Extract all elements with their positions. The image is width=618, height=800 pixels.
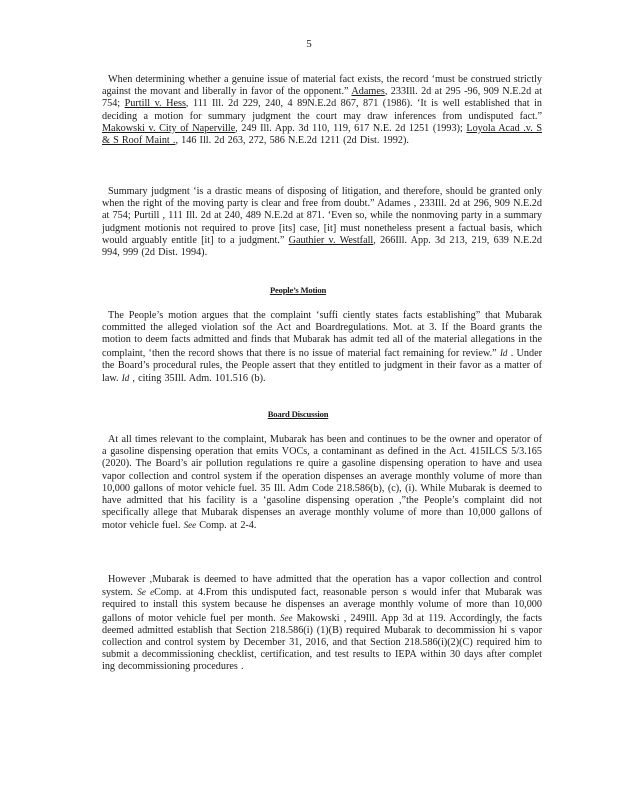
- paragraph-peoples-motion: [102, 310, 542, 385]
- heading-text: Board Discussion: [267, 409, 329, 419]
- text-span: When determining whether a genuine issue of material fact exists, the record ‘must be construed strictly against the movant and liberally in favor of the opponent.”: [102, 74, 542, 98]
- section-heading-board-discussion: [0, 408, 618, 420]
- citation-signal-see: See: [183, 520, 197, 531]
- text-span: , 111 Ill. 2d 229, 240, 4 89N.E.2d 867, 871 (1986). ‘It is well established that in deciding a motion for summary judgment the court may draw inferences from undisputed fact.”: [102, 98, 542, 122]
- text-span: . Under the Board’s procedural rules, the People assert that they entitled to judgment in their favor as a matter of law.: [102, 347, 542, 385]
- text-span: , 146 Ill. 2d 263, 272, 586 N.E.2d 1211 (2d Dist. 1992).: [175, 135, 409, 147]
- text-span: , 233Ill. 2d at 295 -96, 909 N.E.2d at 754;: [102, 86, 542, 110]
- case-citation-purtill: Purtill v. Hess: [124, 98, 186, 110]
- text-span: The People’s motion argues that the complaint ‘suffi ciently states facts establishing” that Mubarak committed the alleged violation sof the Act and Boardregulations. Mot. at 3. If the Board grants the motion to deem facts admitted and finds that Mubarak has admit ted all of the material allegations in the complaint, ‘then the record shows that there is no issue of material fact remaining for review.”: [102, 310, 542, 359]
- heading-text: People’s Motion: [269, 285, 327, 295]
- text-span: , citing 35Ill. Adm. 101.516 (b).: [129, 373, 266, 385]
- text-span: , 266Ill. App. 3d 213, 219, 639 N.E.2d 994, 999 (2d Dist. 1994).: [102, 234, 542, 259]
- citation-signal-see: See: [279, 612, 293, 623]
- case-citation-gauthier: Gauthier v. Westfall: [288, 234, 374, 246]
- citation-id: Id: [499, 347, 508, 358]
- case-citation-makowski: Makowski v. City of Naperville: [102, 122, 236, 134]
- text-span: , 249 Ill. App. 3d 110, 119, 617 N.E. 2d 1251 (1993);: [235, 122, 467, 134]
- paragraph-drastic-means: [102, 186, 542, 259]
- paragraph-vapor-collection: [102, 574, 542, 674]
- paragraph-summary-judgment-standard: [102, 74, 542, 147]
- text-span: At all times relevant to the complaint, Mubarak has been and continues to be the owner and operator of a gasoline dispensing operation that emits VOCs, a contaminant as defined in the Act. 415ILCS 5/3.165 (2020). The Board’s air pollution regulations re quire a gasoline dispensing operation to have and usea vapor collection and control system if the operation dispenses an average monthly volume of more than 10,000 gallons of motor vehicle fuel. 35 Ill. Adm Code 218.586(b), (c), (i). While Mubarak is deemed to have admitted that his facility is a ‘gasoline dispensing operation ,”the People’s complaint did not specifically allege that Mubarak dispenses an average monthly volume of more than 10,000 gallons of motor vehicle fuel.: [102, 434, 542, 532]
- paragraph-board-discussion: [102, 434, 542, 533]
- page-number: 5: [306, 38, 312, 50]
- case-citation-adames: Adames: [351, 86, 385, 98]
- citation-id: Id: [121, 373, 130, 384]
- text-span: Summary judgment ‘is a drastic means of disposing of litigation, and therefore, should be granted only when the right of the moving party is clear and free from doubt.” Adames , 233Ill. 2d at 296, 909 N.E.2d at 754; Purtill , 111 Ill. 2d at 240, 489 N.E.2d at 871. ‘Even so, while the nonmoving party in a summary judgment motionis not required to prove [its] case, [it] must nonetheless present a factual basis, which would arguably entitle [it] to a judgment.”: [102, 186, 542, 246]
- text-span: Comp. at 4.From this undisputed fact, reasonable person s would infer that Mubarak was required to install this system because he dispenses an average monthly volume of more than 10,000 gallons of motor vehicle fuel per month.: [102, 587, 543, 624]
- citation-signal-see: Se e: [137, 587, 155, 598]
- section-heading-peoples-motion: [0, 284, 618, 296]
- text-span: However ,Mubarak is deemed to have admitted that the operation has a vapor collection and control system.: [102, 574, 542, 599]
- text-span: Makowski , 249Ill. App 3d at 119. Accordingly, the facts deemed admitted establish that Section 218.586(i) (1)(B) required Mubarak to decommission hi s vapor collection and control system by December 31, 2016, and that Section 218.586(i)(2)(C) required him to submit a decommissioning checklist, certification, and test results to IEPA within 30 days after complet ing decommissioning procedures .: [102, 612, 542, 673]
- text-span: Comp. at 2-4.: [196, 520, 257, 532]
- case-citation-loyola: Loyola Acad .v. S & S Roof Maint .: [102, 122, 542, 147]
